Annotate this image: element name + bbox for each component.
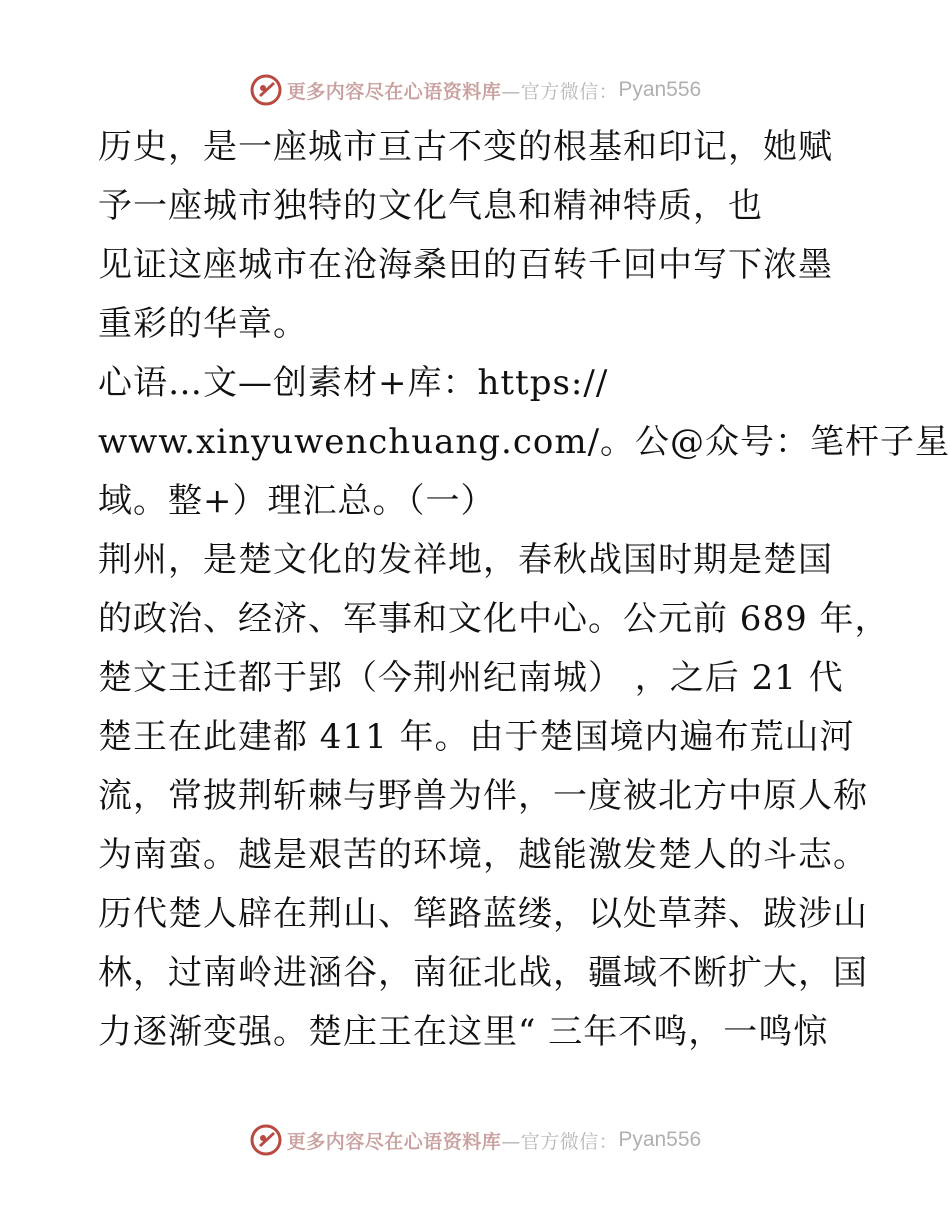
text-line: 流，常披荆斩棘与野兽为伴，一度被北方中原人称	[98, 776, 868, 816]
text-line: 楚王在此建都 411 年。由于楚国境内遍布荒山河	[98, 717, 855, 757]
footer-wechat-handle: Pyan556	[618, 1128, 702, 1151]
footer-site-text: 更多内容尽在心语资料库	[286, 1130, 502, 1153]
text-line: 荆州，是楚文化的发祥地，春秋战国时期是楚国	[98, 540, 833, 580]
paragraph	[98, 236, 858, 354]
text-line: 力逐渐变强。楚庄王在这里“ 三年不鸣，一鸣惊	[98, 1012, 829, 1052]
site-logo-icon	[249, 73, 283, 107]
text-line: 为南蛮。越是艰苦的环境，越能激发楚人的斗志。	[98, 835, 868, 875]
paragraph	[98, 354, 950, 531]
header-site-text: 更多内容尽在心语资料库	[286, 80, 502, 103]
text-line: www.xinyuwenchuang.com/。公@众号：笔杆子星	[98, 422, 950, 462]
text-line: 心语…文—创素材+库：https://	[98, 363, 609, 403]
text-line: 历代楚人辟在荆山、筚路蓝缕，以处草莽、跋涉山	[98, 894, 868, 934]
document-body	[98, 118, 950, 1062]
header-wechat-handle: Pyan556	[618, 78, 702, 101]
footer-official-text: —官方微信：	[501, 1130, 619, 1153]
text-line: 历史，是一座城市亘古不变的根基和印记，她赋	[98, 127, 833, 167]
header-watermark	[0, 70, 950, 110]
paragraph	[98, 118, 858, 236]
text-line: 见证这座城市在沧海桑田的百转千回中写下浓墨	[98, 245, 833, 285]
text-line: 重彩的华章。	[98, 304, 308, 344]
text-line: 域。整+）理汇总。（一）	[98, 481, 496, 521]
text-line: 楚文王迁都于郢（今荆州纪南城） ，之后 21 代	[98, 658, 844, 698]
paragraph	[98, 531, 890, 1062]
site-logo-icon	[249, 1123, 283, 1157]
header-official-text: —官方微信：	[501, 80, 619, 103]
text-line: 予一座城市独特的文化气息和精神特质，也	[98, 186, 763, 226]
footer-watermark	[0, 1120, 950, 1160]
text-line: 林，过南岭进涵谷，南征北战，疆域不断扩大，国	[98, 953, 868, 993]
text-line: 的政治、经济、军事和文化中心。公元前 689 年，	[98, 599, 890, 639]
